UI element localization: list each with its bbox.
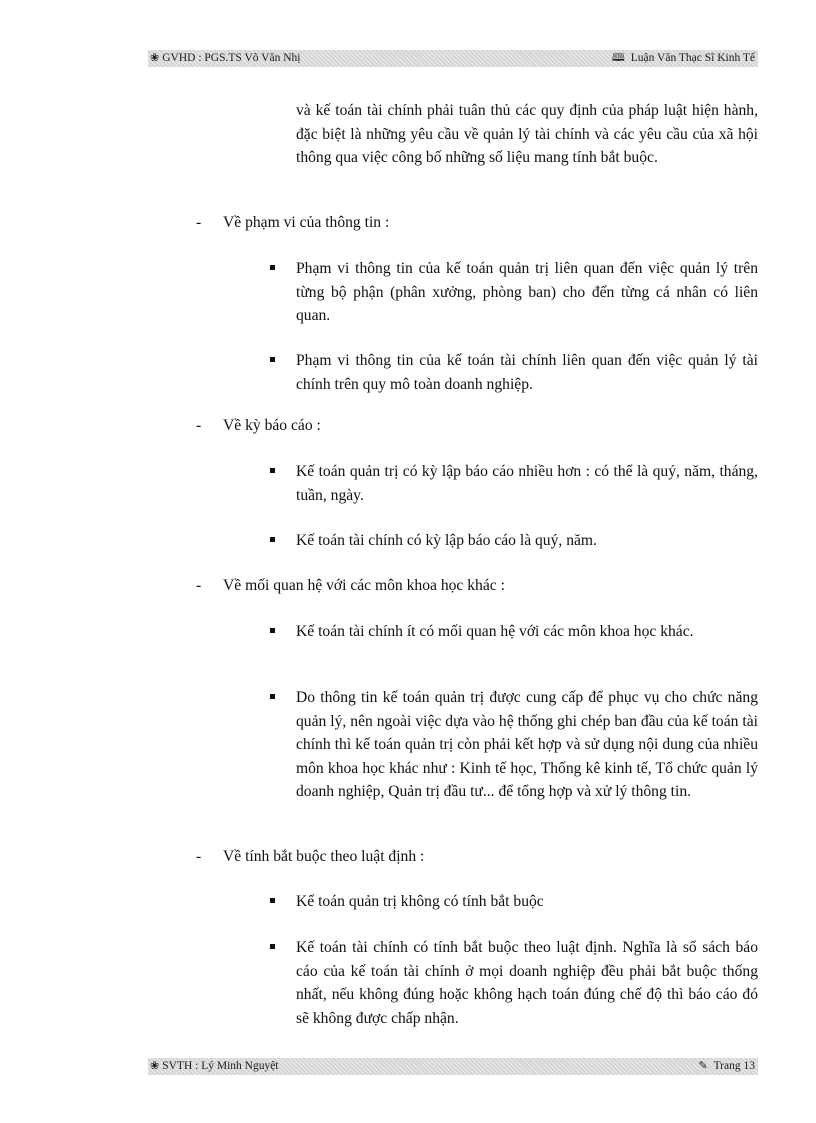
header-title: Luận Văn Thạc Sĩ Kinh Tế — [630, 52, 755, 64]
section-heading — [196, 845, 424, 869]
bullet-text: Kế toán quản trị không có tính bắt buộc — [296, 893, 544, 910]
page-header — [148, 50, 758, 67]
section-heading — [196, 414, 321, 438]
page-footer — [148, 1058, 758, 1075]
flower-icon: ❀ — [150, 52, 160, 64]
header-supervisor: GVHD : PGS.TS Võ Văn Nhị — [162, 52, 301, 64]
dash-marker: - — [196, 848, 202, 865]
section-heading — [196, 211, 389, 235]
bullet-item — [270, 349, 758, 396]
dash-marker: - — [196, 577, 202, 594]
section-heading-text: Về kỳ báo cáo : — [223, 417, 321, 434]
bullet-square-icon — [270, 944, 275, 949]
section-heading-text: Về tính bắt buộc theo luật định : — [223, 848, 425, 865]
bullet-text: Kế toán quản trị có kỳ lập báo cáo nhiều hơn : có thể là quý, năm, tháng, tuần, ngày. — [296, 463, 758, 504]
bullet-square-icon — [270, 537, 275, 542]
footer-author: SVTH : Lý Minh Nguyệt — [162, 1060, 279, 1072]
section-heading — [196, 574, 505, 598]
bullet-item — [270, 529, 758, 553]
bullet-square-icon — [270, 468, 275, 473]
section-heading-text: Về mối quan hệ với các môn khoa học khác : — [223, 577, 505, 594]
bullet-text: Kế toán tài chính có tính bắt buộc theo luật định. Nghĩa là sổ sách báo cáo của kế toán tài chính ở mọi doanh nghiệp đều phải bắt buộc thống nhất, nếu không đúng hoặc không hạch toán đúng chế độ thì báo cáo đó sẽ không được chấp nhận. — [296, 939, 758, 1027]
bullet-square-icon — [270, 898, 275, 903]
bullet-text: Do thông tin kế toán quản trị được cung cấp để phục vụ cho chức năng quản lý, nên ngoài việc dựa vào hệ thống ghi chép ban đầu của kế toán tài chính thì kế toán quản trị còn phải kết hợp và sử dụng nội dung của nhiều môn khoa học khác như : Kinh tế học, Thống kê kinh tế, Tổ chức quản lý doanh nghiệp, Quản trị đầu tư... để tổng hợp và xử lý thông tin. — [296, 689, 758, 800]
bullet-text: Kế toán tài chính có kỳ lập báo cáo là quý, năm. — [296, 532, 597, 549]
bullet-square-icon — [270, 628, 275, 633]
flower-icon: ❀ — [150, 1060, 160, 1072]
bullet-text: Phạm vi thông tin của kế toán tài chính liên quan đến việc quản lý tài chính trên quy mô toàn doanh nghiệp. — [296, 352, 758, 393]
page-number: Trang 13 — [713, 1060, 755, 1072]
bullet-item — [270, 620, 758, 644]
bullet-item — [270, 257, 758, 328]
bullet-item — [270, 936, 758, 1030]
bullet-text: Kế toán tài chính ít có mối quan hệ với các môn khoa học khác. — [296, 623, 694, 640]
bullet-square-icon — [270, 357, 275, 362]
section-heading-text: Về phạm vi của thông tin : — [223, 214, 390, 231]
pencil-icon: ✎ — [698, 1060, 708, 1072]
dash-marker: - — [196, 214, 202, 231]
bullet-square-icon — [270, 265, 275, 270]
bullet-item — [270, 890, 758, 914]
book-icon: 🕮 — [611, 52, 625, 64]
bullet-text: Phạm vi thông tin của kế toán quản trị liên quan đến việc quản lý trên từng bộ phận (phân xưởng, phòng ban) cho đến từng cá nhân có liên quan. — [296, 260, 758, 324]
dash-marker: - — [196, 417, 202, 434]
intro-paragraph: và kế toán tài chính phải tuân thủ các quy định của pháp luật hiện hành, đặc biệt là những yêu cầu về quản lý tài chính và các yêu cầu của xã hội thông qua việc công bố những số liệu mang tính bắt buộc. — [296, 102, 758, 166]
bullet-item — [270, 460, 758, 507]
bullet-item — [270, 686, 758, 804]
bullet-square-icon — [270, 694, 275, 699]
